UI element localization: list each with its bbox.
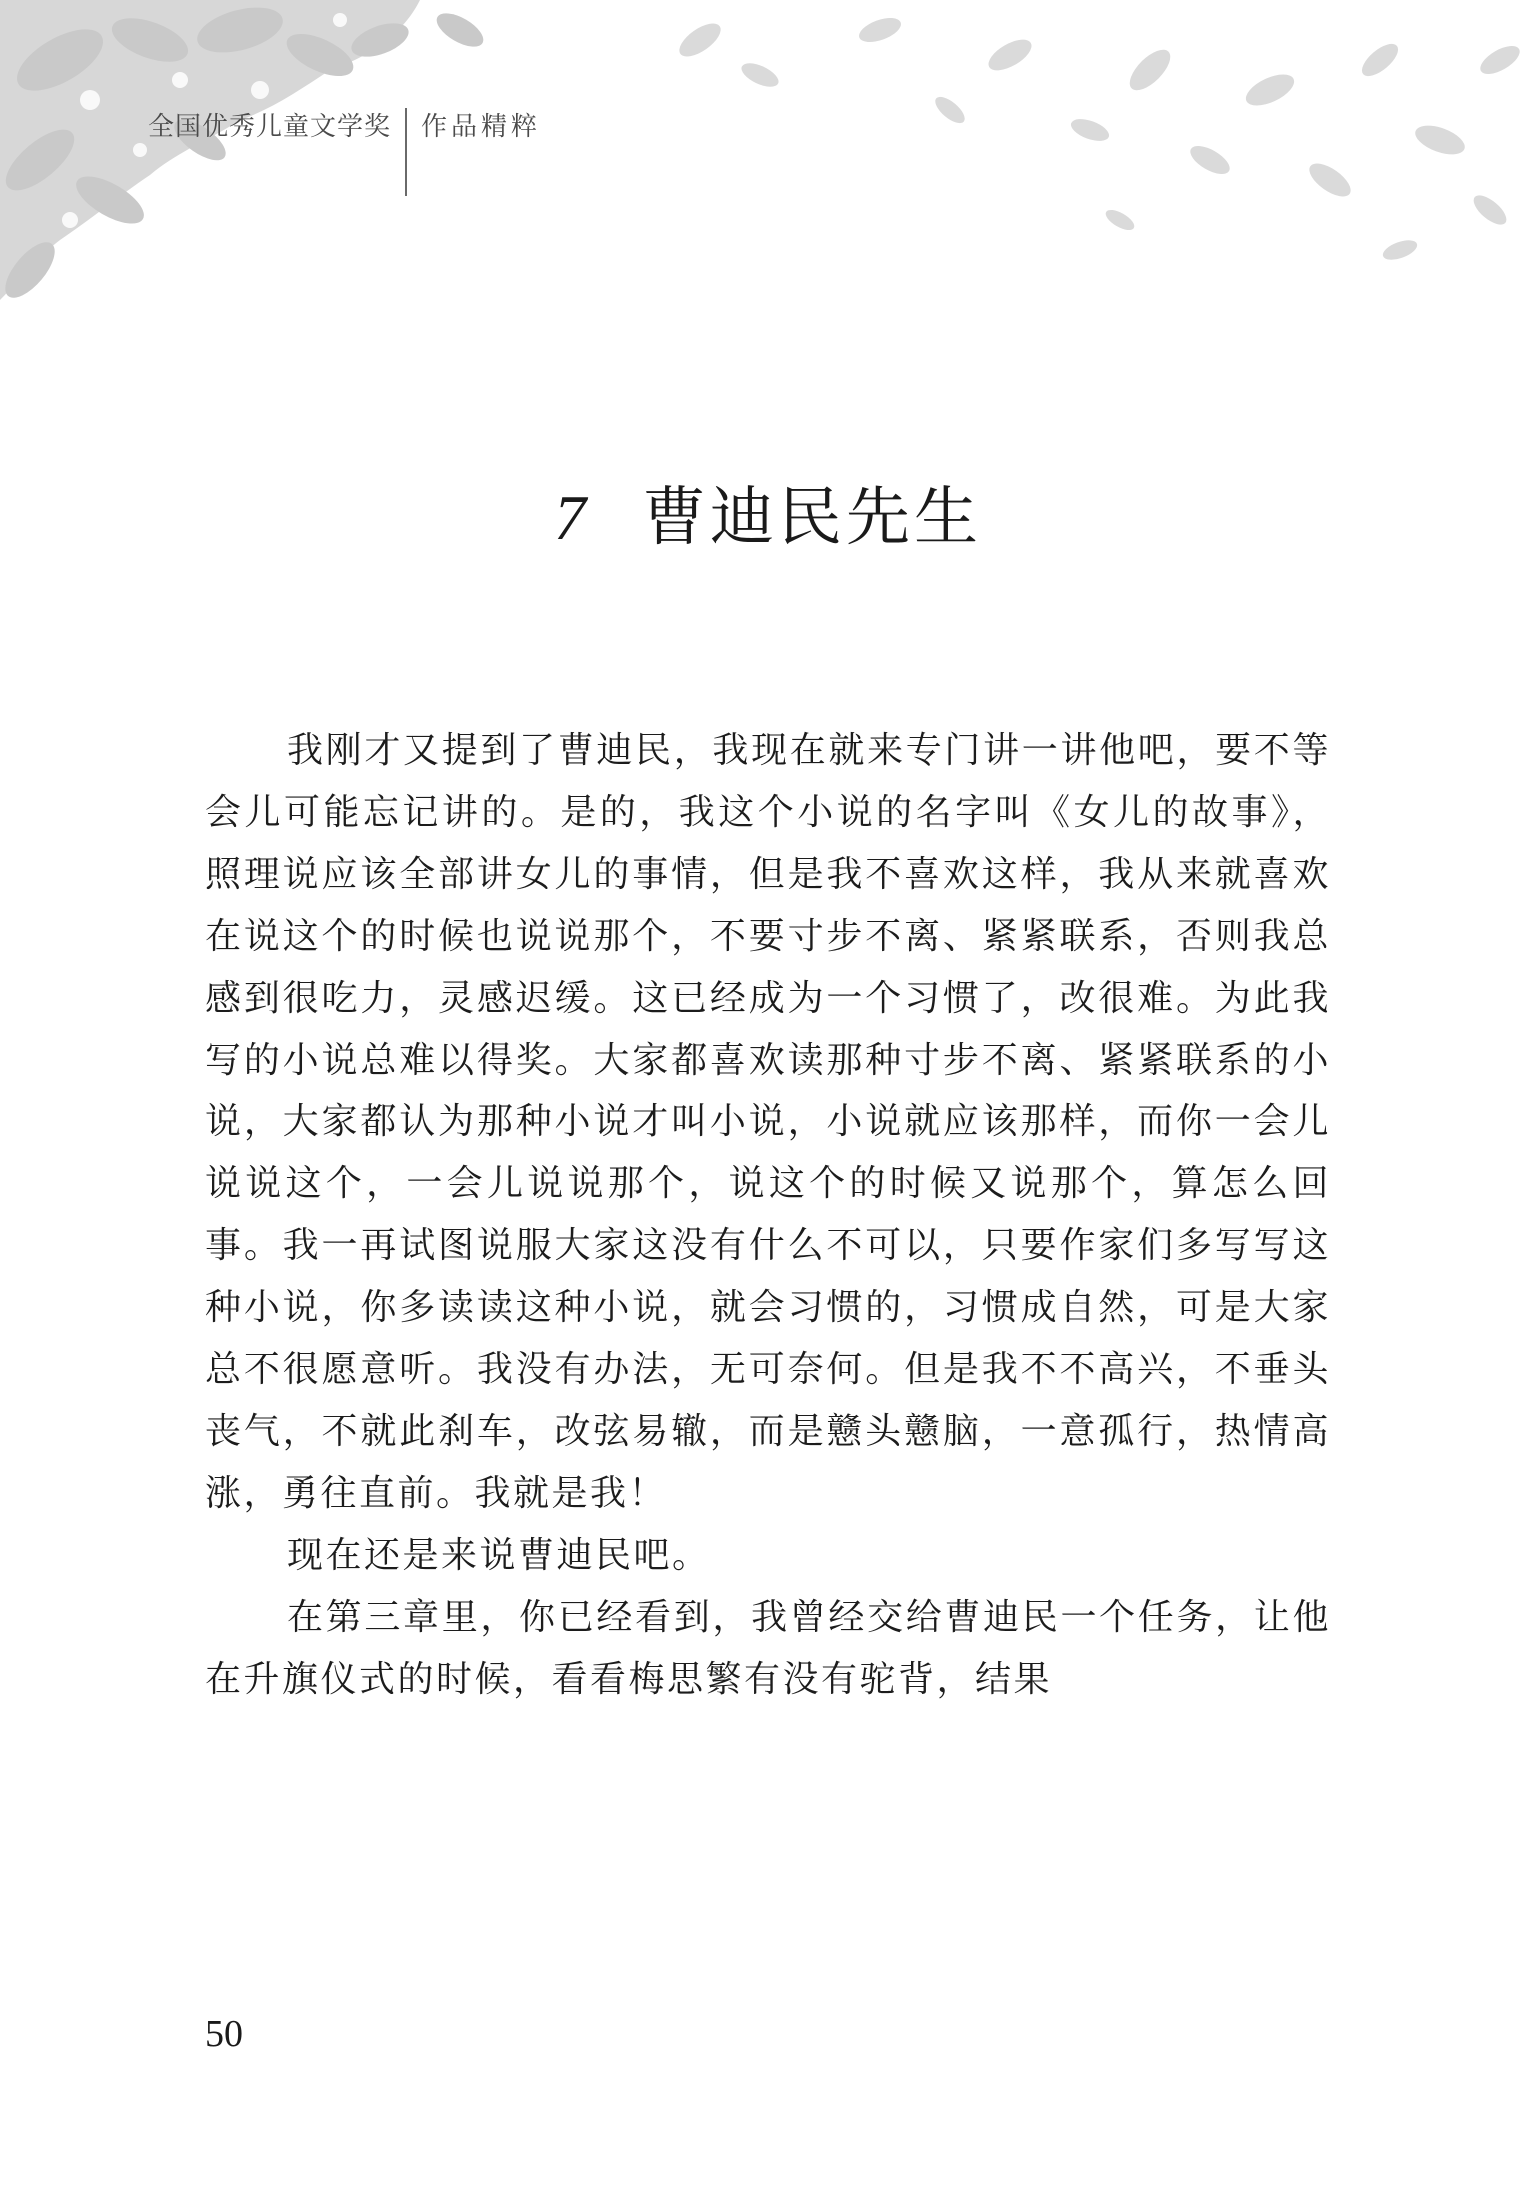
- chapter-heading: [0, 478, 1536, 558]
- body-text: [205, 720, 1331, 1711]
- running-header: [148, 110, 541, 190]
- paragraph: 在第三章里，你已经看到，我曾经交给曹迪民一个任务，让他在升旗仪式的时候，看看梅思繁有没有驼背，结果: [205, 1596, 1331, 1700]
- collection-title: 作品精粹: [421, 112, 542, 142]
- page-number: 50: [205, 2013, 243, 2055]
- chapter-title: 曹迪民先生: [642, 481, 982, 555]
- paragraph: 现在还是来说曹迪民吧。: [287, 1534, 711, 1576]
- paragraph: 我刚才又提到了曹迪民，我现在就来专门讲一讲他吧，要不等会儿可能忘记讲的。是的，我这个小说的名字叫《女儿的故事》，照理说应该全部讲女儿的事情，但是我不喜欢这样，我从来就喜欢在说这个的时候也说说那个，不要寸步不离、紧紧联系，否则我总感到很吃力，灵感迟缓。这已经成为一个习惯了，改很难。为此我写的小说总难以得奖。大家都喜欢读那种寸步不离、紧紧联系的小说，大家都认为那种小说才叫小说，小说就应该那样，而你一会儿说说这个，一会儿说说那个，说这个的时候又说那个，算怎么回事。我一再试图说服大家这没有什么不可以，只要作家们多写写这种小说，你多读读这种小说，就会习惯的，习惯成自然，可是大家总不很愿意听。我没有办法，无可奈何。但是我不不高兴，不垂头丧气，不就此刹车，改弦易辙，而是戆头戆脑，一意孤行，热情高涨，勇往直前。我就是我！: [205, 730, 1331, 1514]
- series-title: 全国优秀儿童文学奖: [148, 112, 392, 142]
- chapter-number: 7: [554, 482, 586, 553]
